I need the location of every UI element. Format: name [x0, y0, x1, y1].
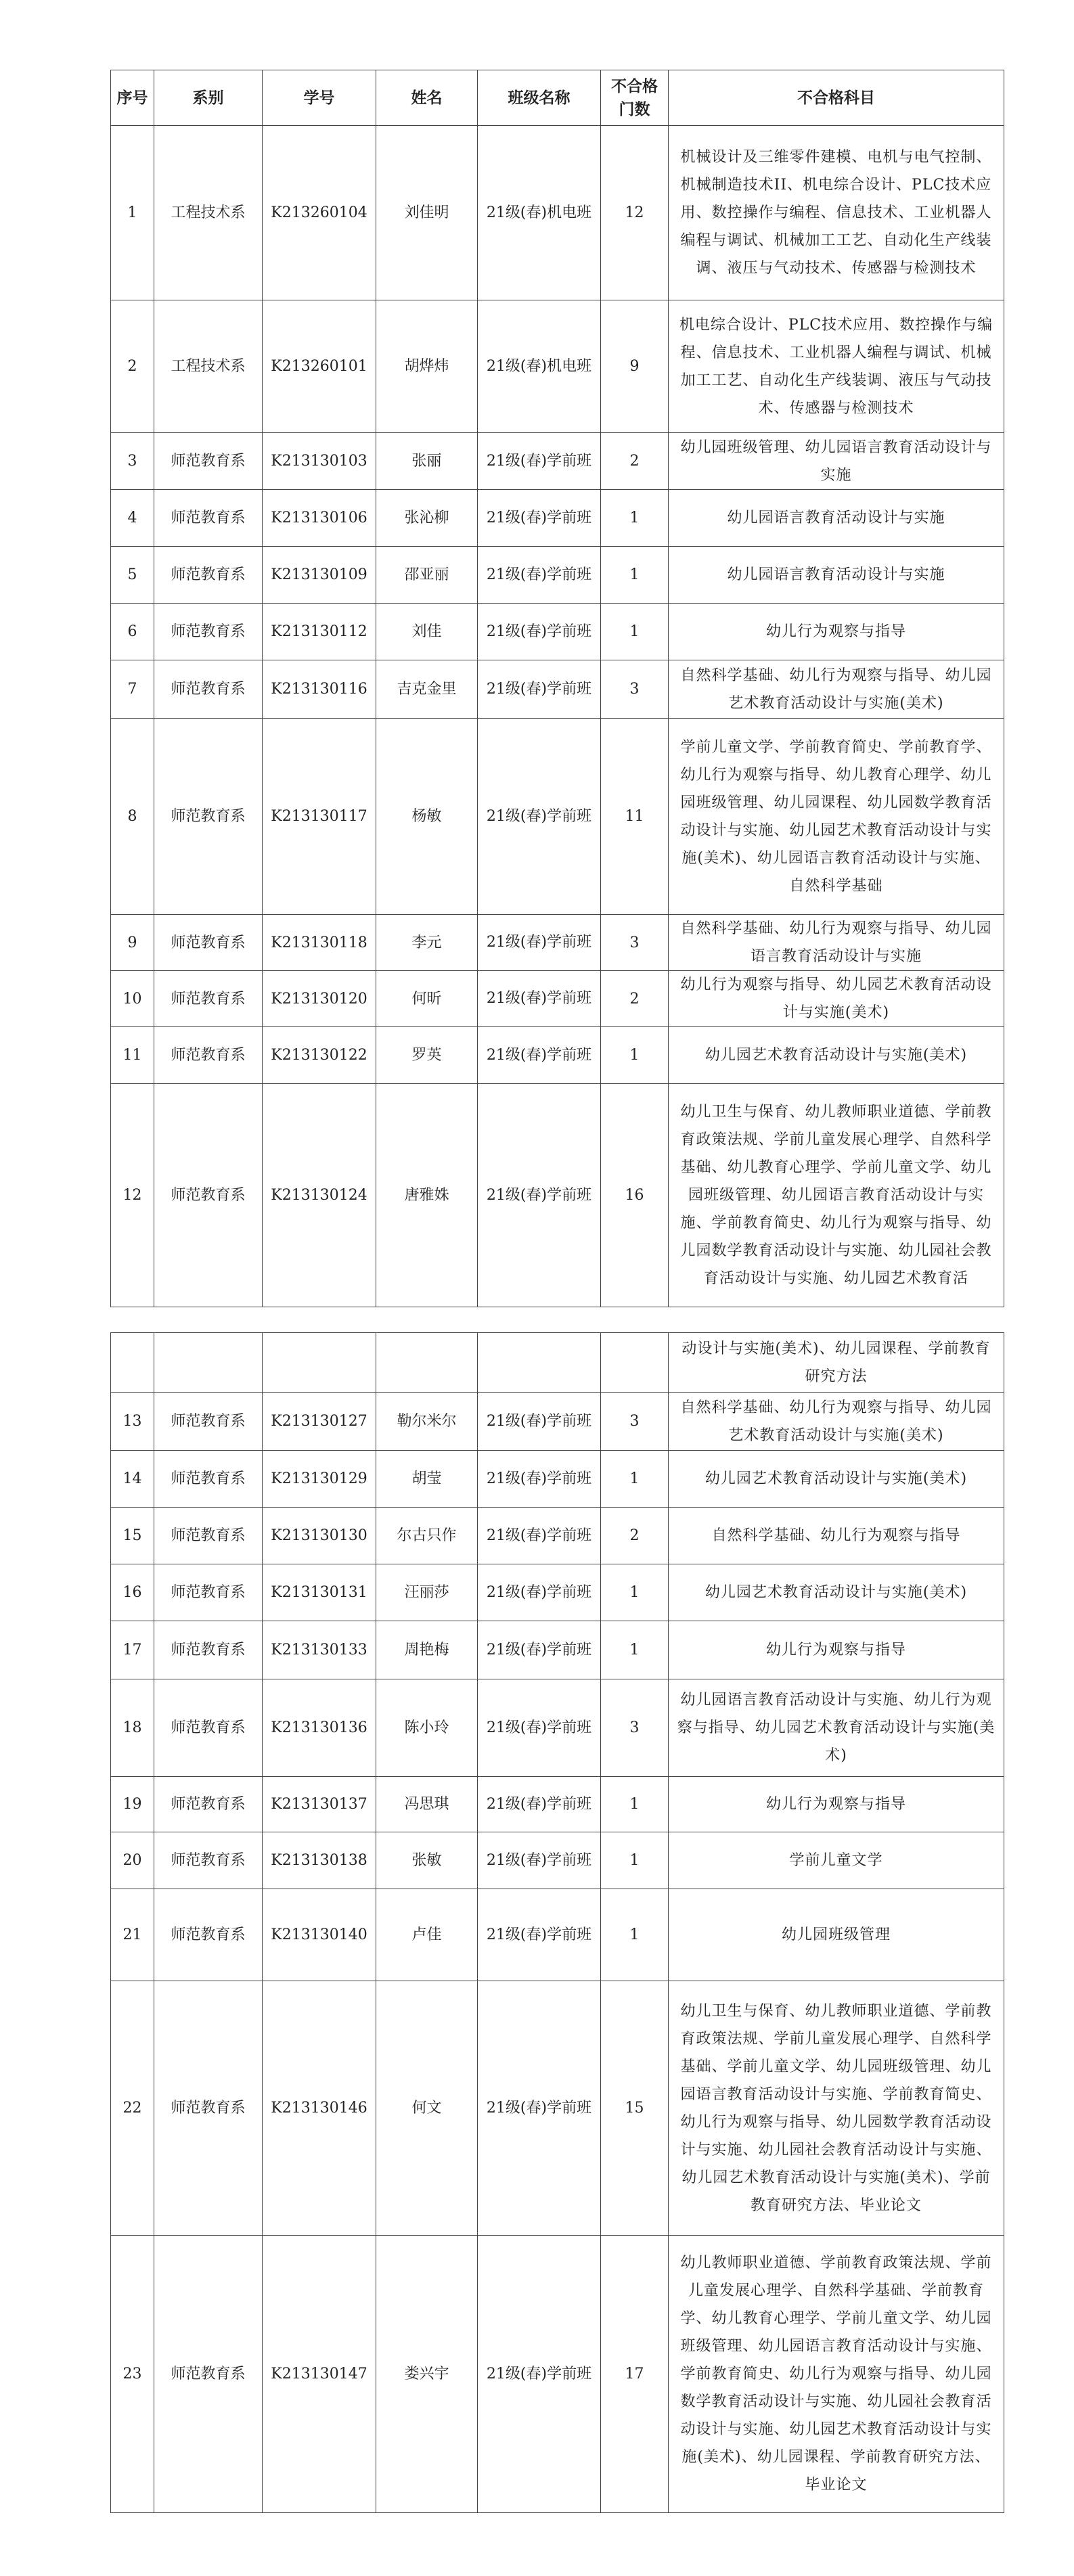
row-class-name: 21级(春)学前班	[478, 1621, 601, 1679]
header-count: 不合格门数	[601, 70, 669, 126]
row-number: 1	[111, 126, 154, 300]
row-failed-subjects: 机电综合设计、PLC技术应用、数控操作与编程、信息技术、工业机器人编程与调试、机械加工工艺、自动化生产线装调、液压与气动技术、传感器与检测技术	[669, 300, 1004, 433]
row-student-name: 杨敏	[376, 719, 478, 915]
row-department: 师范教育系	[154, 604, 263, 660]
row-student-name: 尔古只作	[376, 1508, 478, 1564]
row-student-name: 胡烨炜	[376, 300, 478, 433]
row-failed-subjects: 自然科学基础、幼儿行为观察与指导、幼儿园艺术教育活动设计与实施(美术)	[669, 660, 1004, 719]
row-number: 4	[111, 490, 154, 547]
row-fail-count: 9	[601, 300, 669, 433]
row-fail-count: 1	[601, 1889, 669, 1981]
row-department: 师范教育系	[154, 660, 263, 719]
row-student-id: K213130130	[263, 1508, 376, 1564]
row-class-name: 21级(春)学前班	[478, 1889, 601, 1981]
row-department: 师范教育系	[154, 971, 263, 1027]
row-number: 15	[111, 1508, 154, 1564]
row-student-name: 唐雅姝	[376, 1084, 478, 1307]
row-number: 11	[111, 1027, 154, 1084]
row-student-name: 胡莹	[376, 1451, 478, 1508]
row-department: 师范教育系	[154, 1508, 263, 1564]
row-fail-count: 1	[601, 490, 669, 547]
row-fail-count: 1	[601, 604, 669, 660]
row-department: 师范教育系	[154, 547, 263, 604]
row-failed-subjects: 幼儿行为观察与指导	[669, 1777, 1004, 1832]
row-student-name: 陈小玲	[376, 1679, 478, 1777]
row-class-name: 21级(春)学前班	[478, 1451, 601, 1508]
table-row	[111, 1451, 1004, 1508]
table-row	[111, 915, 1004, 971]
row-failed-subjects: 自然科学基础、幼儿行为观察与指导、幼儿园艺术教育活动设计与实施(美术)	[669, 1393, 1004, 1451]
row-class-name: 21级(春)学前班	[478, 1777, 601, 1832]
row-student-id: K213130103	[263, 433, 376, 490]
row-failed-subjects: 幼儿园语言教育活动设计与实施	[669, 490, 1004, 547]
row-fail-count: 1	[601, 1027, 669, 1084]
row-department: 师范教育系	[154, 1889, 263, 1981]
row-number: 10	[111, 971, 154, 1027]
header-name: 姓名	[376, 70, 478, 126]
row-student-name: 刘佳明	[376, 126, 478, 300]
row-fail-count: 12	[601, 126, 669, 300]
table-row	[111, 1832, 1004, 1889]
table-row	[111, 719, 1004, 915]
row-class-name: 21级(春)机电班	[478, 126, 601, 300]
row-department: 工程技术系	[154, 126, 263, 300]
failed-courses-table-continued	[110, 1332, 1004, 2513]
row-student-id: K213130106	[263, 490, 376, 547]
header-id: 学号	[263, 70, 376, 126]
table-row	[111, 433, 1004, 490]
row-student-name: 刘佳	[376, 604, 478, 660]
row-class-name: 21级(春)学前班	[478, 1508, 601, 1564]
row-number: 2	[111, 300, 154, 433]
row-class-name: 21级(春)机电班	[478, 300, 601, 433]
row-failed-subjects: 幼儿行为观察与指导、幼儿园艺术教育活动设计与实施(美术)	[669, 971, 1004, 1027]
row-fail-count: 1	[601, 1564, 669, 1621]
row-class-name: 21级(春)学前班	[478, 971, 601, 1027]
row-failed-subjects: 幼儿行为观察与指导	[669, 604, 1004, 660]
row-number: 7	[111, 660, 154, 719]
row-number: 23	[111, 2236, 154, 2513]
row-student-id: K213260101	[263, 300, 376, 433]
header-class: 班级名称	[478, 70, 601, 126]
row-failed-subjects: 自然科学基础、幼儿行为观察与指导	[669, 1508, 1004, 1564]
row-student-name: 邵亚丽	[376, 547, 478, 604]
table-row	[111, 126, 1004, 300]
table-row	[111, 1981, 1004, 2236]
continuation-row	[111, 1333, 1004, 1393]
row-department: 师范教育系	[154, 719, 263, 915]
table-row	[111, 971, 1004, 1027]
row-student-name: 张沁柳	[376, 490, 478, 547]
table-row	[111, 490, 1004, 547]
row-class-name: 21级(春)学前班	[478, 1832, 601, 1889]
row-failed-subjects: 幼儿行为观察与指导	[669, 1621, 1004, 1679]
row-failed-subjects: 幼儿园班级管理	[669, 1889, 1004, 1981]
row-failed-subjects: 幼儿卫生与保育、幼儿教师职业道德、学前教育政策法规、学前儿童发展心理学、自然科学基础、幼儿教育心理学、学前儿童文学、幼儿园班级管理、幼儿园语言教育活动设计与实施、学前教育简史、幼儿行为观察与指导、幼儿园数学教育活动设计与实施、幼儿园社会教育活动设计与实施、幼儿园艺术教育活	[669, 1084, 1004, 1307]
row-failed-subjects: 机械设计及三维零件建模、电机与电气控制、机械制造技术II、机电综合设计、PLC技术应用、数控操作与编程、信息技术、工业机器人编程与调试、机械加工工艺、自动化生产线装调、液压与气动技术、传感器与检测技术	[669, 126, 1004, 300]
row-failed-subjects: 幼儿园班级管理、幼儿园语言教育活动设计与实施	[669, 433, 1004, 490]
row-department: 师范教育系	[154, 1679, 263, 1777]
row-student-name: 周艳梅	[376, 1621, 478, 1679]
table-row	[111, 547, 1004, 604]
row-class-name: 21级(春)学前班	[478, 547, 601, 604]
row-number: 20	[111, 1832, 154, 1889]
table-row	[111, 604, 1004, 660]
row-number: 5	[111, 547, 154, 604]
row-class-name: 21级(春)学前班	[478, 604, 601, 660]
row-class-name: 21级(春)学前班	[478, 1981, 601, 2236]
row-number: 12	[111, 1084, 154, 1307]
row-failed-subjects: 幼儿园艺术教育活动设计与实施(美术)	[669, 1027, 1004, 1084]
row-class-name: 21级(春)学前班	[478, 660, 601, 719]
row-class-name: 21级(春)学前班	[478, 433, 601, 490]
row-class-name: 21级(春)学前班	[478, 1679, 601, 1777]
row-number: 19	[111, 1777, 154, 1832]
row-number: 14	[111, 1451, 154, 1508]
row-number: 17	[111, 1621, 154, 1679]
row-student-id: K213130147	[263, 2236, 376, 2513]
row-student-id: K213130124	[263, 1084, 376, 1307]
row-number: 8	[111, 719, 154, 915]
header-no: 序号	[111, 70, 154, 126]
row-student-name: 罗英	[376, 1027, 478, 1084]
row-student-name: 李元	[376, 915, 478, 971]
row-failed-subjects: 幼儿园语言教育活动设计与实施、幼儿行为观察与指导、幼儿园艺术教育活动设计与实施(美术)	[669, 1679, 1004, 1777]
row-department: 师范教育系	[154, 1451, 263, 1508]
row-department: 师范教育系	[154, 490, 263, 547]
row-student-id: K213130109	[263, 547, 376, 604]
row-fail-count: 3	[601, 1679, 669, 1777]
row-student-id: K213130117	[263, 719, 376, 915]
row-department: 师范教育系	[154, 1564, 263, 1621]
row-student-name: 何昕	[376, 971, 478, 1027]
row-failed-subjects: 幼儿园语言教育活动设计与实施	[669, 547, 1004, 604]
row-student-id: K213130133	[263, 1621, 376, 1679]
row-class-name: 21级(春)学前班	[478, 1564, 601, 1621]
row-failed-subjects: 幼儿教师职业道德、学前教育政策法规、学前儿童发展心理学、自然科学基础、学前教育学、幼儿教育心理学、学前儿童文学、幼儿园班级管理、幼儿园语言教育活动设计与实施、学前教育简史、幼儿行为观察与指导、幼儿园数学教育活动设计与实施、幼儿园社会教育活动设计与实施、幼儿园艺术教育活动设计与实施(美术)、幼儿园课程、学前教育研究方法、毕业论文	[669, 2236, 1004, 2513]
row-student-name: 张丽	[376, 433, 478, 490]
row-number: 21	[111, 1889, 154, 1981]
row-fail-count: 3	[601, 1393, 669, 1451]
row-student-name: 汪丽莎	[376, 1564, 478, 1621]
row-number: 9	[111, 915, 154, 971]
row-fail-count: 3	[601, 660, 669, 719]
row-student-id: K213130127	[263, 1393, 376, 1451]
row-fail-count: 2	[601, 1508, 669, 1564]
row-student-name: 娄兴宇	[376, 2236, 478, 2513]
row-student-id: K213130112	[263, 604, 376, 660]
table-row	[111, 2236, 1004, 2513]
row-department: 师范教育系	[154, 915, 263, 971]
row-class-name: 21级(春)学前班	[478, 915, 601, 971]
row-fail-count: 1	[601, 1832, 669, 1889]
row-student-id: K213130120	[263, 971, 376, 1027]
row-student-id: K213130136	[263, 1679, 376, 1777]
row-student-id: K213130137	[263, 1777, 376, 1832]
row-department: 师范教育系	[154, 2236, 263, 2513]
row-student-name: 张敏	[376, 1832, 478, 1889]
row-class-name: 21级(春)学前班	[478, 719, 601, 915]
row-student-name: 何文	[376, 1981, 478, 2236]
row-student-id: K213130122	[263, 1027, 376, 1084]
row-student-id: K213130146	[263, 1981, 376, 2236]
table-row	[111, 1564, 1004, 1621]
row-department: 师范教育系	[154, 1084, 263, 1307]
continuation-subjects: 动设计与实施(美术)、幼儿园课程、学前教育研究方法	[669, 1333, 1004, 1393]
table-row	[111, 1679, 1004, 1777]
row-student-id: K213130129	[263, 1451, 376, 1508]
table-row	[111, 1027, 1004, 1084]
row-department: 师范教育系	[154, 1621, 263, 1679]
row-department: 师范教育系	[154, 1777, 263, 1832]
row-student-id: K213260104	[263, 126, 376, 300]
row-number: 16	[111, 1564, 154, 1621]
row-failed-subjects: 学前儿童文学	[669, 1832, 1004, 1889]
row-failed-subjects: 幼儿园艺术教育活动设计与实施(美术)	[669, 1451, 1004, 1508]
row-fail-count: 2	[601, 971, 669, 1027]
row-department: 工程技术系	[154, 300, 263, 433]
row-class-name: 21级(春)学前班	[478, 1393, 601, 1451]
row-fail-count: 3	[601, 915, 669, 971]
row-student-id: K213130131	[263, 1564, 376, 1621]
row-student-name: 勒尔米尔	[376, 1393, 478, 1451]
row-student-id: K213130118	[263, 915, 376, 971]
row-number: 22	[111, 1981, 154, 2236]
row-student-id: K213130116	[263, 660, 376, 719]
row-number: 6	[111, 604, 154, 660]
row-fail-count: 1	[601, 547, 669, 604]
table-row	[111, 1393, 1004, 1451]
row-number: 3	[111, 433, 154, 490]
row-fail-count: 1	[601, 1777, 669, 1832]
row-student-name: 冯思琪	[376, 1777, 478, 1832]
header-dept: 系别	[154, 70, 263, 126]
row-fail-count: 15	[601, 1981, 669, 2236]
table-row	[111, 1084, 1004, 1307]
row-student-name: 卢佳	[376, 1889, 478, 1981]
table-row	[111, 1889, 1004, 1981]
table-row	[111, 1621, 1004, 1679]
row-department: 师范教育系	[154, 433, 263, 490]
row-fail-count: 1	[601, 1621, 669, 1679]
row-fail-count: 1	[601, 1451, 669, 1508]
row-fail-count: 2	[601, 433, 669, 490]
row-class-name: 21级(春)学前班	[478, 1084, 601, 1307]
row-failed-subjects: 幼儿卫生与保育、幼儿教师职业道德、学前教育政策法规、学前儿童发展心理学、自然科学基础、学前儿童文学、幼儿园班级管理、幼儿园语言教育活动设计与实施、学前教育简史、幼儿行为观察与指导、幼儿园数学教育活动设计与实施、幼儿园社会教育活动设计与实施、幼儿园艺术教育活动设计与实施(美术)、学前教育研究方法、毕业论文	[669, 1981, 1004, 2236]
row-student-id: K213130138	[263, 1832, 376, 1889]
table-row	[111, 300, 1004, 433]
row-number: 13	[111, 1393, 154, 1451]
table-row	[111, 1508, 1004, 1564]
row-department: 师范教育系	[154, 1981, 263, 2236]
row-failed-subjects: 幼儿园艺术教育活动设计与实施(美术)	[669, 1564, 1004, 1621]
row-class-name: 21级(春)学前班	[478, 490, 601, 547]
row-student-id: K213130140	[263, 1889, 376, 1981]
row-class-name: 21级(春)学前班	[478, 1027, 601, 1084]
table-row	[111, 660, 1004, 719]
row-fail-count: 11	[601, 719, 669, 915]
header-row	[111, 70, 1004, 126]
row-department: 师范教育系	[154, 1393, 263, 1451]
header-subjects: 不合格科目	[669, 70, 1004, 126]
row-class-name: 21级(春)学前班	[478, 2236, 601, 2513]
row-fail-count: 16	[601, 1084, 669, 1307]
row-failed-subjects: 学前儿童文学、学前教育简史、学前教育学、幼儿行为观察与指导、幼儿教育心理学、幼儿园班级管理、幼儿园课程、幼儿园数学教育活动设计与实施、幼儿园艺术教育活动设计与实施(美术)、幼儿园语言教育活动设计与实施、自然科学基础	[669, 719, 1004, 915]
row-number: 18	[111, 1679, 154, 1777]
row-failed-subjects: 自然科学基础、幼儿行为观察与指导、幼儿园语言教育活动设计与实施	[669, 915, 1004, 971]
row-fail-count: 17	[601, 2236, 669, 2513]
failed-courses-table	[110, 70, 1004, 1307]
table-row	[111, 1777, 1004, 1832]
row-student-name: 吉克金里	[376, 660, 478, 719]
row-department: 师范教育系	[154, 1027, 263, 1084]
row-department: 师范教育系	[154, 1832, 263, 1889]
